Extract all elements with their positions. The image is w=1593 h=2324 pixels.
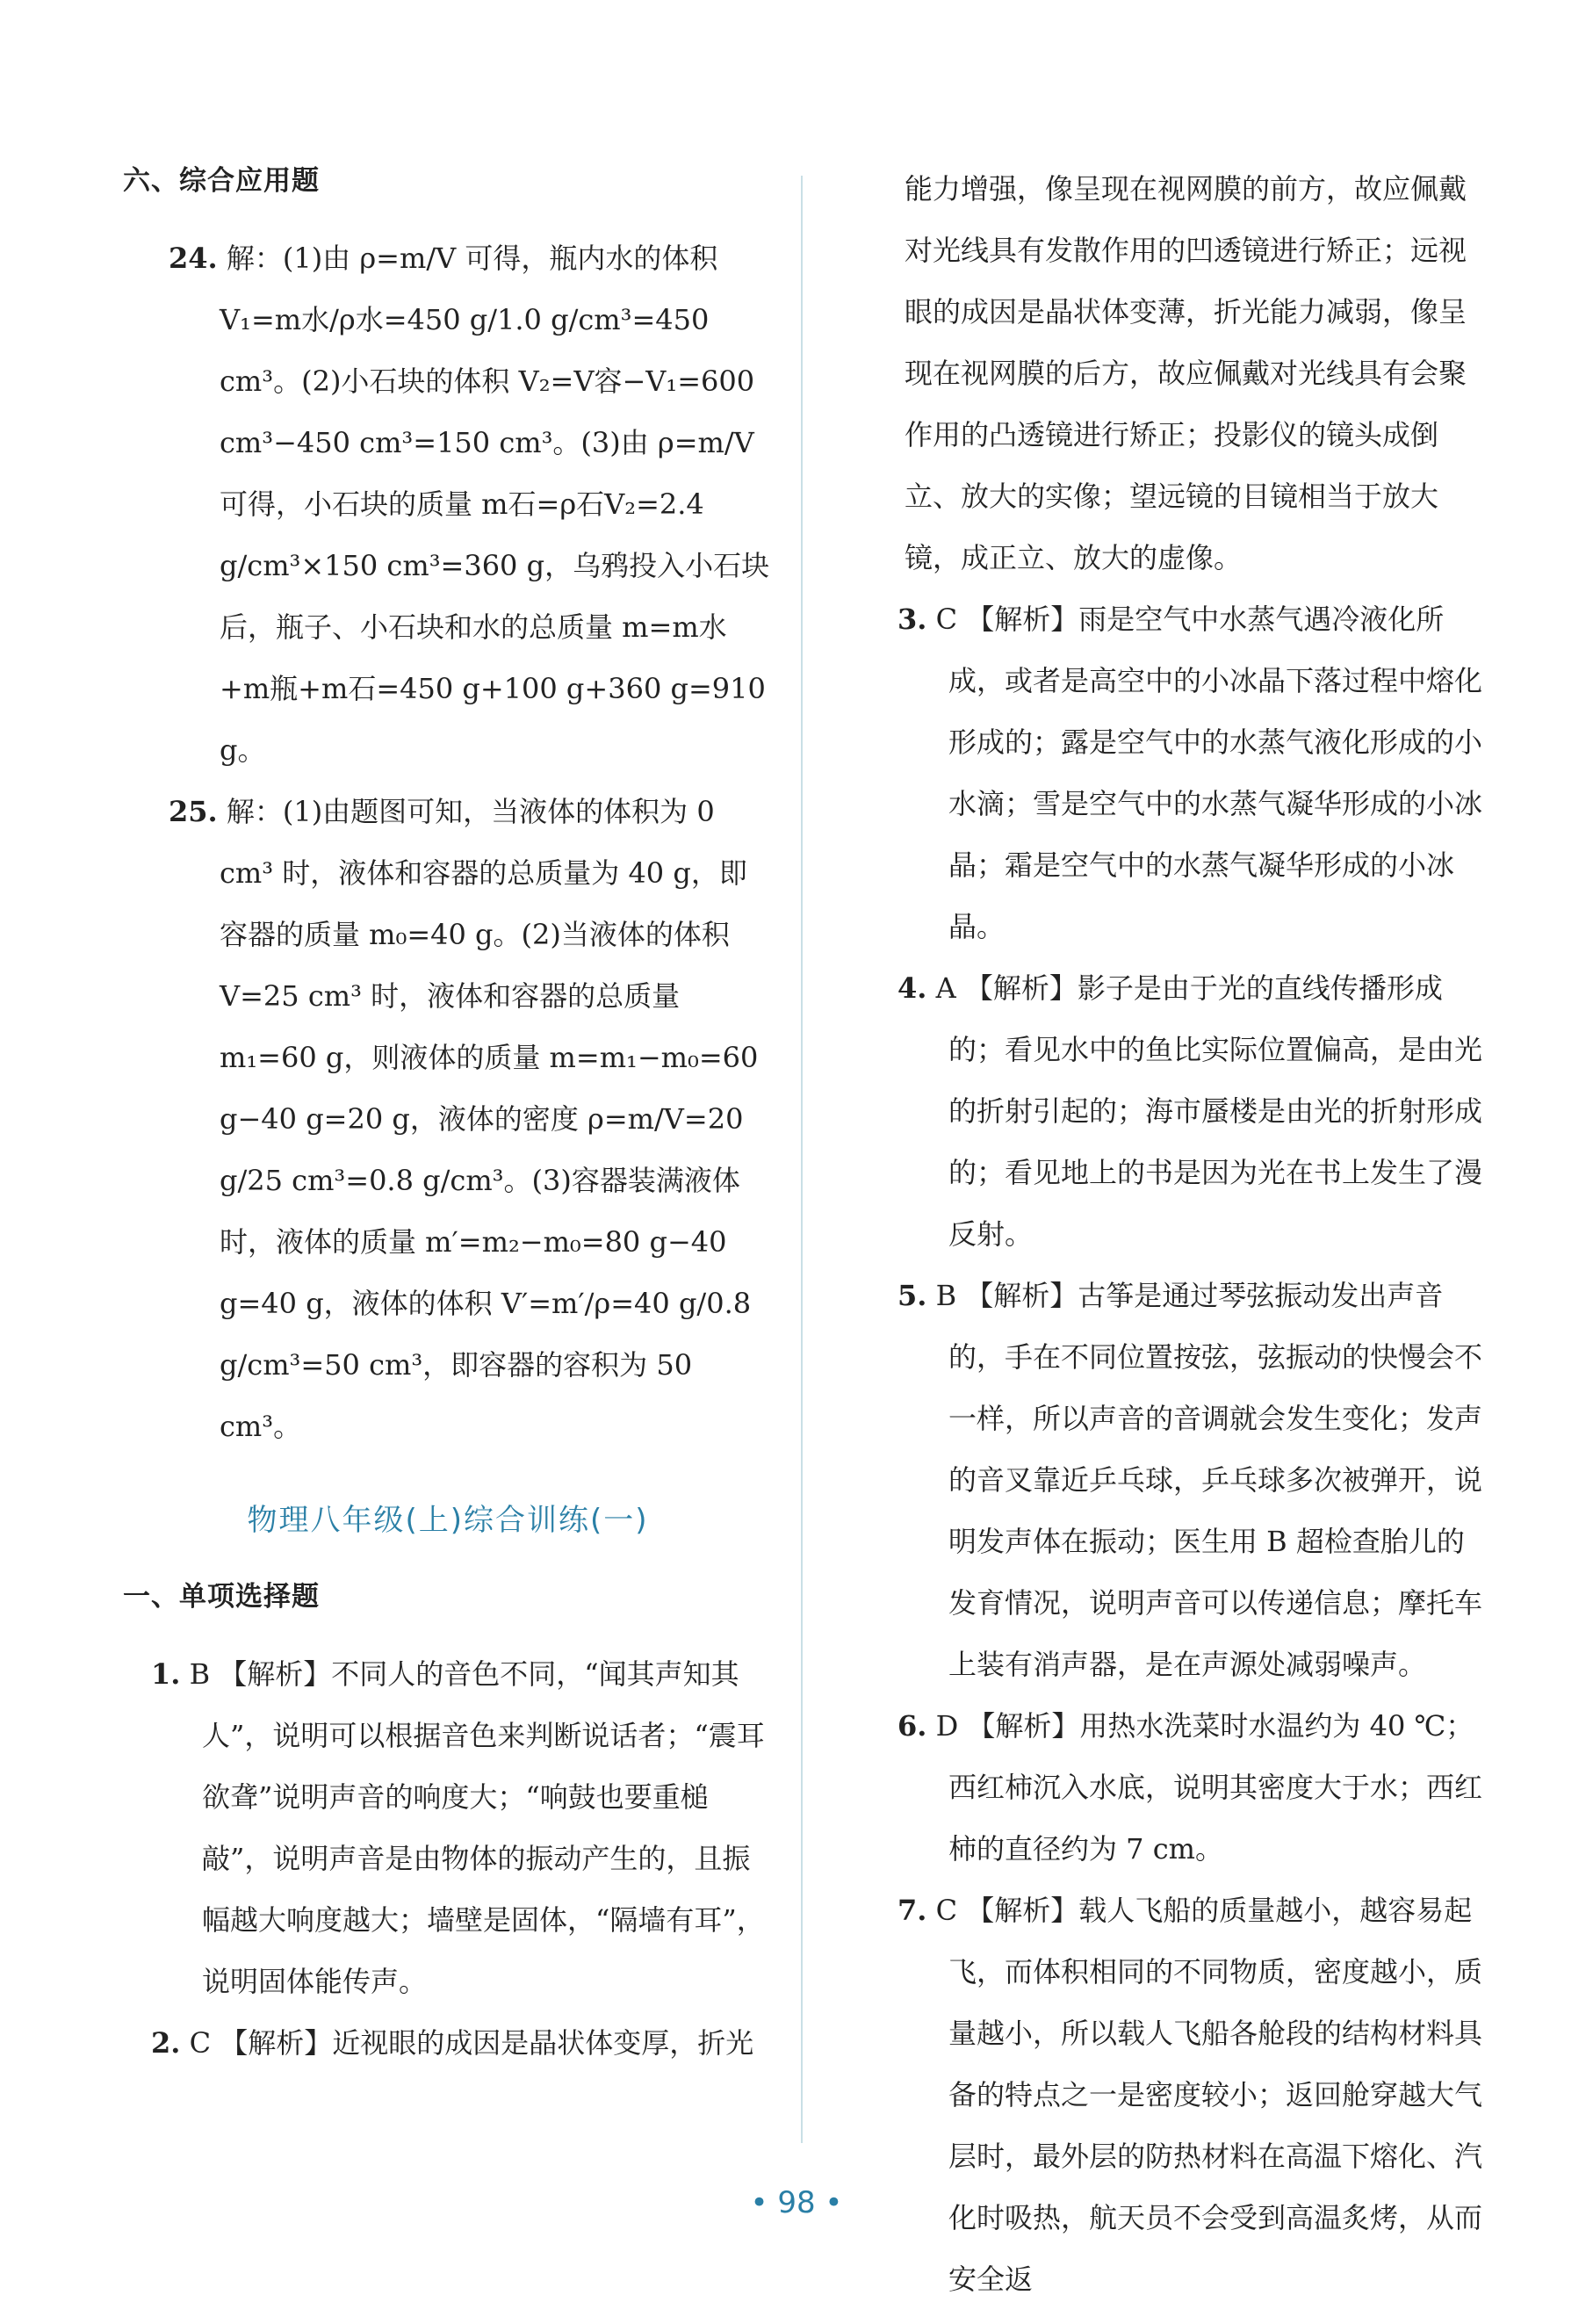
question-1-number: 1. [151,1657,181,1691]
question-7 [869,1880,1484,2310]
question-24 [123,227,773,781]
question-1 [123,1643,773,2012]
part-title: 物理八年级(上)综合训练(一) [247,1503,649,1538]
question-2-text: C 【解析】近视眼的成因是晶状体变厚，折光 [189,2026,754,2060]
question-24-text: 解：(1)由 ρ=m/V 可得，瓶内水的体积 V₁=m水/ρ水=450 g/1.0 g/cm³=450 cm³。(2)小石块的体积 V₂=V容−V₁=600 cm³−450 cm³=150 cm³。(3)由 ρ=m/V 可得，小石块的质量 m石=ρ石V₂=2.4 g/cm³×150 cm³=360 g，乌鸦投入小石块后，瓶子、小石块和水的总质量 m=m水+m瓶+m石=450 g+100 g+360 g=910 g。 [220,242,770,767]
question-25-number: 25. [169,795,218,828]
question-4 [869,957,1484,1265]
question-2-continued: 能力增强，像呈现在视网膜的前方，故应佩戴对光线具有发散作用的凹透镜进行矫正；远视眼的成因是晶状体变薄，折光能力减弱，像呈现在视网膜的后方，故应佩戴对光线具有会聚作用的凸透镜进行矫正；投影仪的镜头成倒立、放大的实像；望远镜的目镜相当于放大镜，成正立、放大的虚像。 [905,172,1467,574]
question-2-number: 2. [151,2026,181,2060]
question-7-text: C 【解析】载人飞船的质量越小，越容易起飞，而体积相同的不同物质，密度越小，质量越小，所以载人飞船各舱段的结构材料具备的特点之一是密度较小；返回舱穿越大气层时，最外层的防热材料在高温下熔化、汽化时吸热，航天员不会受到高温炙烤，从而安全返 [935,1894,1483,2296]
question-5-number: 5. [897,1279,927,1312]
column-divider [801,176,803,2143]
page-number: • 98 • [750,2185,843,2220]
question-5 [869,1265,1484,1695]
question-3-number: 3. [897,603,927,636]
question-7-number: 7. [897,1894,927,1927]
section-6-title: 六、综合应用题 [123,165,320,197]
question-4-number: 4. [897,971,927,1005]
right-column [869,158,1484,2310]
question-1-text: B 【解析】不同人的音色不同，“闻其声知其人”，说明可以根据音色来判断说话者；“震耳欲聋”说明声音的响度大；“响鼓也要重槌敲”，说明声音是由物体的振动产生的，且振幅越大响度越大；墙壁是固体，“隔墙有耳”，说明固体能传声。 [189,1657,765,1998]
question-6-text: D 【解析】用热水洗菜时水温约为 40 ℃；西红柿沉入水底，说明其密度大于水；西红柿的直径约为 7 cm。 [935,1709,1483,1866]
question-25 [123,781,773,1457]
question-5-text: B 【解析】古筝是通过琴弦振动发出声音的，手在不同位置按弦，弦振动的快慢会不一样，所以声音的音调就会发生变化；发声的音叉靠近乒乓球，乒乓球多次被弹开，说明发声体在振动；医生用 B 超检查胎儿的发育情况，说明声音可以传递信息；摩托车上装有消声器，是在声源处减弱噪声。 [935,1279,1483,1681]
question-3 [869,588,1484,957]
question-4-text: A 【解析】影子是由于光的直线传播形成的；看见水中的鱼比实际位置偏高，是由光的折射引起的；海市蜃楼是由光的折射形成的；看见地上的书是因为光在书上发生了漫反射。 [935,971,1483,1251]
question-3-text: C 【解析】雨是空气中水蒸气遇冷液化所成，或者是高空中的小冰晶下落过程中熔化形成的；露是空气中的水蒸气液化形成的小水滴；雪是空气中的水蒸气凝华形成的小冰晶；霜是空气中的水蒸气凝华形成的小冰晶。 [935,603,1483,943]
question-25-text: 解：(1)由题图可知，当液体的体积为 0 cm³ 时，液体和容器的总质量为 40 g，即容器的质量 m₀=40 g。(2)当液体的体积 V=25 cm³ 时，液体和容器的总质量 m₁=60 g，则液体的质量 m=m₁−m₀=60 g−40 g=20 g，液体的密度 ρ=m/V=20 g/25 cm³=0.8 g/cm³。(3)容器装满液体时，液体的质量 m′=m₂−m₀=80 g−40 g=40 g，液体的体积 V′=m′/ρ=40 g/0.8 g/cm³=50 cm³，即容器的容积为 50 cm³。 [220,795,759,1443]
section-1-title: 一、单项选择题 [123,1581,320,1613]
left-column [123,158,773,2074]
question-6 [869,1695,1484,1880]
question-2 [123,2012,773,2074]
question-6-number: 6. [897,1709,927,1743]
question-24-number: 24. [169,242,218,275]
